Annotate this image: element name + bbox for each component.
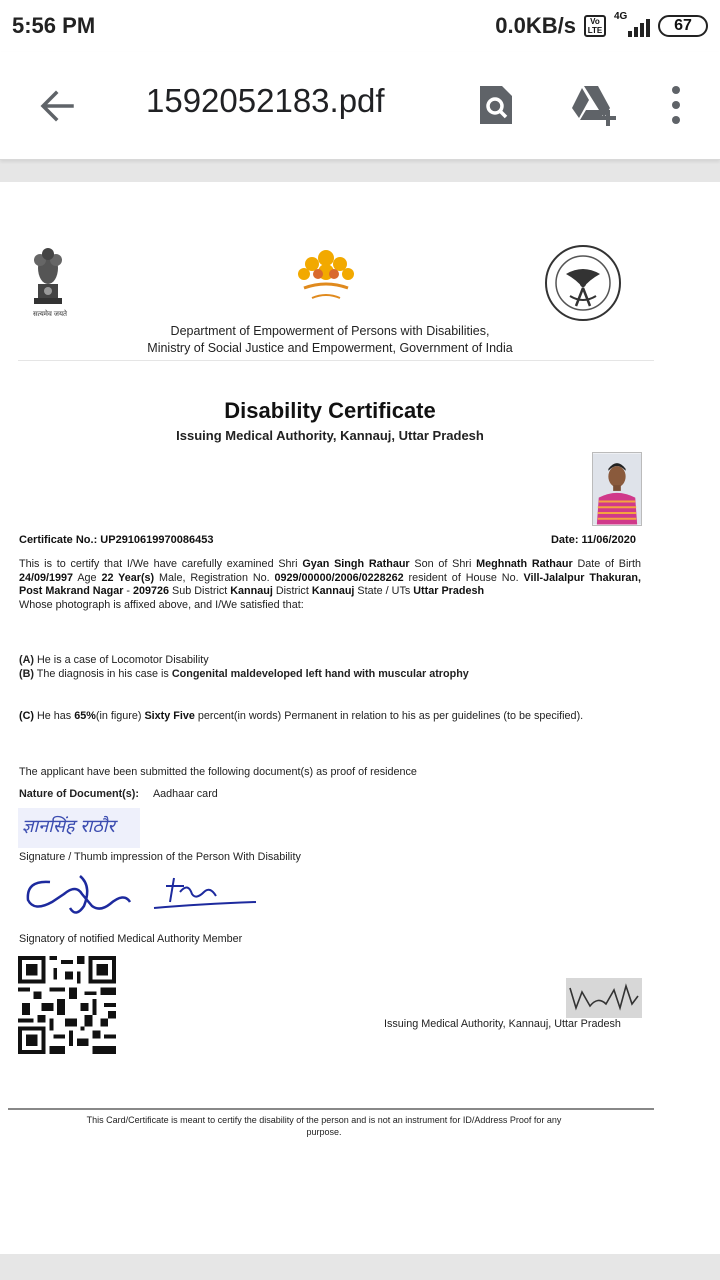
date-of-birth: 24/09/1997 xyxy=(19,571,74,584)
file-title: 1592052183.pdf xyxy=(146,82,385,119)
certificate-number: Certificate No.: UP2910619970086453 xyxy=(19,534,214,546)
member-signatures xyxy=(20,872,260,922)
network-type: 4G xyxy=(614,11,628,22)
authority-signature xyxy=(566,978,642,1018)
certificate-title: Disability Certificate xyxy=(224,398,436,423)
registration-number: 0929/00000/2006/0228262 xyxy=(274,571,404,584)
age: 22 Year(s) xyxy=(101,571,155,584)
app-bar xyxy=(0,52,720,160)
applicant-signature xyxy=(18,808,140,848)
nature-value: Aadhaar card xyxy=(152,788,218,800)
qr-code xyxy=(18,956,116,1054)
whose-photo-line: Whose photograph is affixed above, and I/We satisfied that: xyxy=(19,598,304,611)
applicant-name: Gyan Singh Rathaur xyxy=(302,558,410,570)
signature-member-label: Signatory of notified Medical Authority Member xyxy=(19,933,243,945)
disability-percent-words: Sixty Five xyxy=(144,710,195,722)
net-speed: 0.0KB/s xyxy=(495,13,576,38)
add-to-drive-icon[interactable] xyxy=(568,82,618,128)
proof-line: The applicant have been submitted the following document(s) as proof of residence xyxy=(19,766,417,778)
signal-icon xyxy=(614,11,650,37)
status-time: 5:56 PM xyxy=(12,13,96,38)
address: Vill-Jalalpur Thakuran, Post Makrand Nagar xyxy=(19,571,641,597)
header-divider xyxy=(18,360,654,361)
state-seal-icon xyxy=(544,244,622,322)
footer-line-1: This Card/Certificate is meant to certify the disability of the person and is not an instrument for ID/Address Proof for any xyxy=(86,1115,562,1125)
sugamya-logo-icon xyxy=(292,244,360,306)
battery-level: 67 xyxy=(674,17,692,34)
issuing-authority-label: Issuing Medical Authority, Kannauj, Uttar Pradesh xyxy=(384,1018,621,1030)
certificate-date: Date: 11/06/2020 xyxy=(550,534,636,546)
department-line-1: Department of Empowerment of Persons with Disabilities, xyxy=(170,324,490,338)
footer-line-2: purpose. xyxy=(306,1127,342,1137)
certification-paragraph: This is to certify that I/We have carefully examined Shri Gyan Singh Rathaur Son of Shri Meghnath Rathaur Date of Birth 24/09/1997 Age 22 Year(s) Male, Registration No. 0929/00000/2006/0228262 resident of House No. Vill-Jalalpur Thakuran, Post Makrand Nagar - 209726 Sub District Kannauj District Kannauj State / UTs Uttar Pradesh Whose photograph is affixed above, and I/We satisfied that: xyxy=(19,558,641,611)
pin-code: 209726 xyxy=(133,585,170,597)
signature-person-label: Signature / Thumb impression of the Person With Disability xyxy=(19,851,301,863)
footer-note xyxy=(30,1114,618,1138)
applicant-photo xyxy=(592,452,642,526)
sub-district: Kannauj xyxy=(230,585,273,597)
volte-icon xyxy=(584,15,606,37)
certificate-subtitle: Issuing Medical Authority, Kannauj, Uttar Pradesh xyxy=(176,428,484,443)
nature-of-document: Nature of Document(s): Aadhaar card xyxy=(19,788,218,800)
find-in-page-icon[interactable] xyxy=(476,82,516,128)
item-b: (B) The diagnosis in his case is Congenital maldeveloped left hand with muscular atrophy xyxy=(19,668,469,680)
status-bar xyxy=(0,0,720,52)
pdf-page[interactable] xyxy=(0,182,720,1254)
battery-icon xyxy=(658,15,708,37)
district: Kannauj xyxy=(311,585,355,597)
emblem-caption: सत्यमेव जयते xyxy=(32,311,68,318)
status-right xyxy=(495,13,708,39)
father-name: Meghnath Rathaur xyxy=(476,558,573,570)
disability-percent: 65% xyxy=(74,710,96,722)
department-line-2: Ministry of Social Justice and Empowerment, Government of India xyxy=(147,341,513,355)
diagnosis: Congenital maldeveloped left hand with muscular atrophy xyxy=(171,668,469,680)
volte-top: Vo xyxy=(590,17,600,26)
footer-divider xyxy=(8,1108,654,1110)
more-vert-icon[interactable] xyxy=(664,82,688,128)
applicant-signature-text: ज्ञानसिंह राठौर xyxy=(22,816,115,837)
back-arrow-icon[interactable] xyxy=(36,86,76,126)
state: Uttar Pradesh xyxy=(413,585,485,597)
item-a: (A) He is a case of Locomotor Disability xyxy=(19,654,209,666)
item-c: (C) He has 65%(in figure) Sixty Five percent(in words) Permanent in relation to his as per guidelines (to be specified). xyxy=(19,710,584,722)
volte-bottom: LTE xyxy=(587,26,603,35)
